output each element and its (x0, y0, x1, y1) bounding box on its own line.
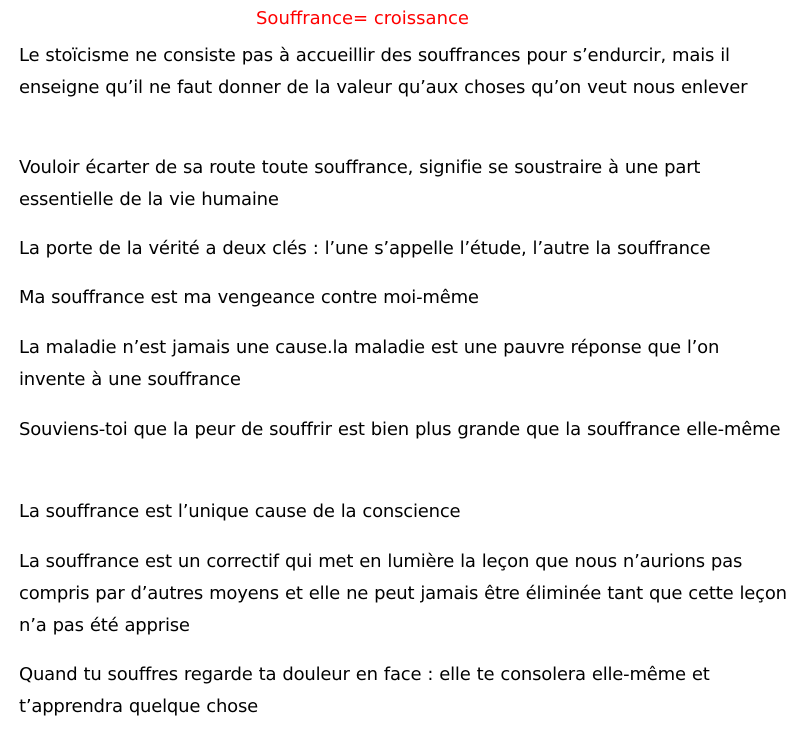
quote-paragraph-1: Le stoïcisme ne consiste pas à accueillir des souffrances pour s’endurcir, mais il enseigne qu’il ne faut donner de la valeur qu’aux choses qu’on veut nous enlever (19, 45, 748, 98)
quote-paragraph-7: La souffrance est l’unique cause de la conscience (19, 501, 461, 522)
quote-paragraph-8: La souffrance est un correctif qui met en lumière la leçon que nous n’aurions pas compris par d’autres moyens et elle ne peut jamais être éliminée tant que cette leçon n’a pas été apprise (19, 551, 787, 636)
quote-paragraph-4: Ma souffrance est ma vengeance contre moi-même (19, 287, 479, 308)
document-title: Souffrance= croissance (256, 8, 469, 29)
quote-paragraph-2: Vouloir écarter de sa route toute souffrance, signifie se soustraire à une part essentielle de la vie humaine (19, 157, 701, 210)
quote-paragraph-3: La porte de la vérité a deux clés : l’une s’appelle l’étude, l’autre la souffrance (19, 238, 711, 259)
quote-paragraph-9: Quand tu souffres regarde ta douleur en face : elle te consolera elle-même et t’apprendra quelque chose (19, 664, 710, 717)
quote-paragraph-6: Souviens-toi que la peur de souffrir est bien plus grande que la souffrance elle-même (19, 419, 781, 440)
quote-paragraph-5: La maladie n’est jamais une cause.la maladie est une pauvre réponse que l’on invente à une souffrance (19, 337, 720, 390)
